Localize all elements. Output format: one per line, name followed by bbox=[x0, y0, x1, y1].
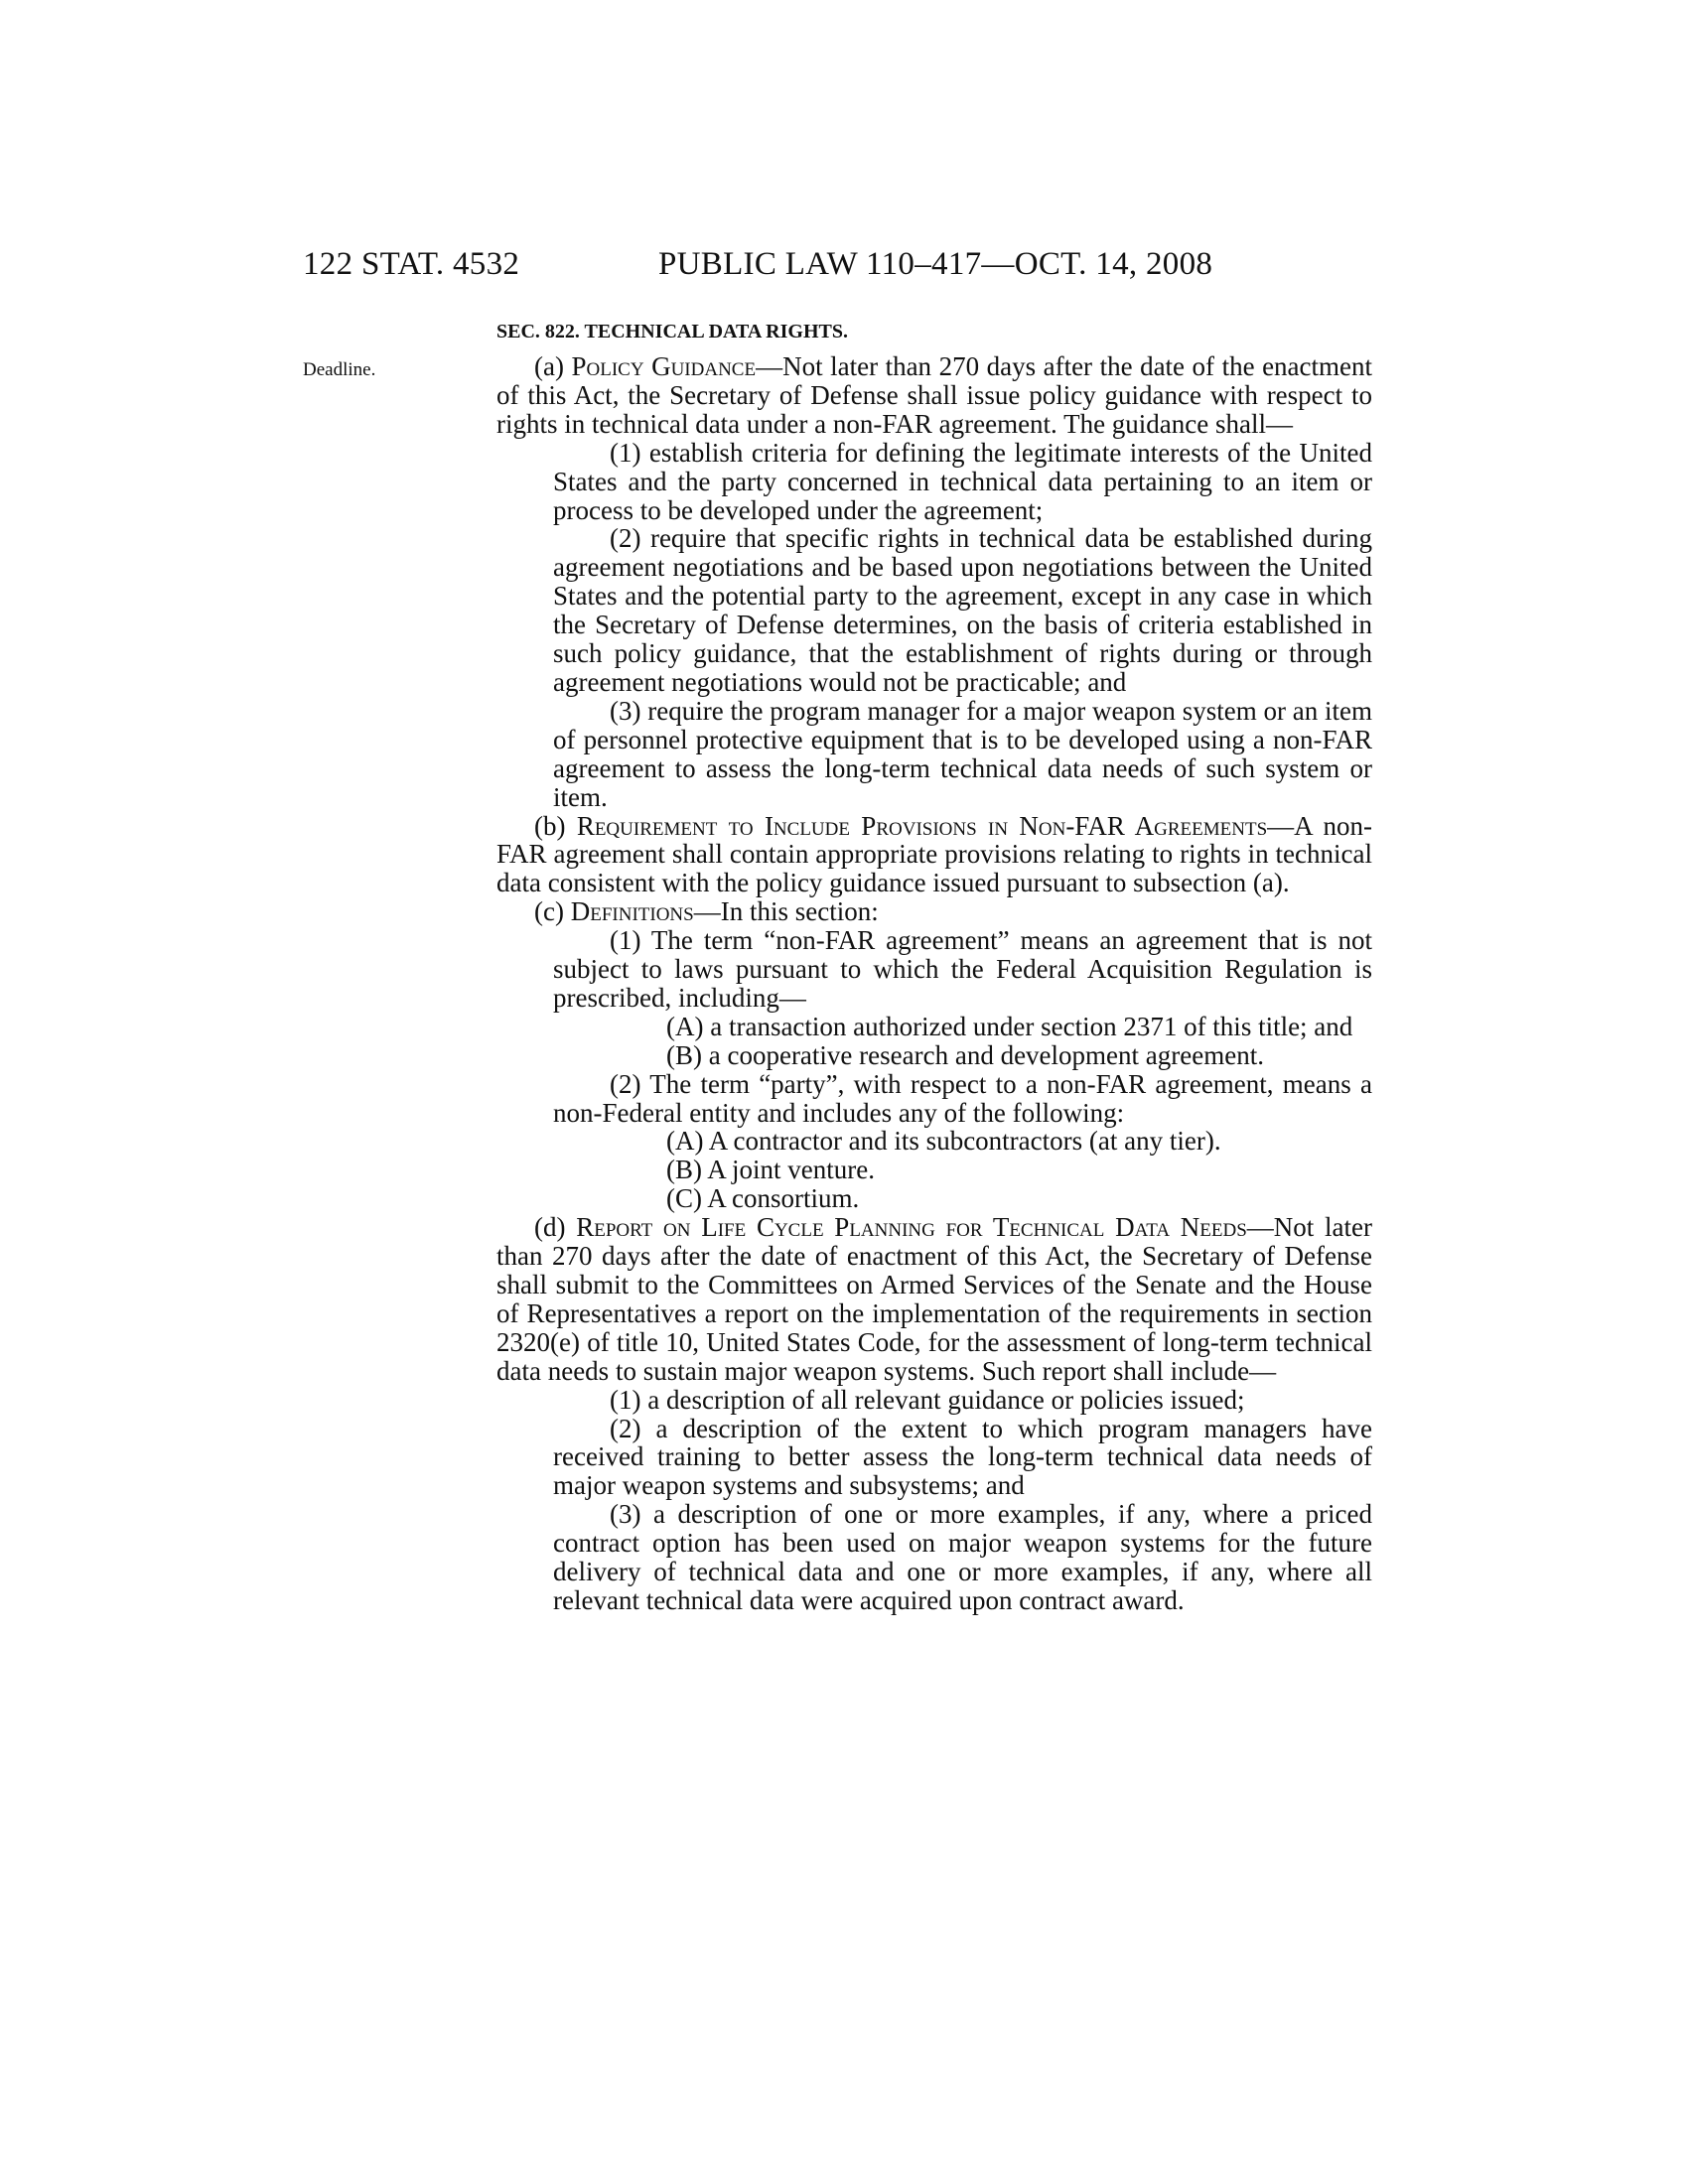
subsection-a-heading: Policy Guidance bbox=[571, 351, 757, 381]
subsection-d bbox=[496, 1213, 1372, 1385]
subsection-b-text: —A non-FAR agreement shall contain appropriate provisions relating to rights in technical data consistent with the policy guidance issued pursuant to subsection (a). bbox=[496, 810, 1372, 898]
subsection-d-item-2: (2) a description of the extent to which program managers have received training to better assess the long-term technical data needs of major weapon systems and subsystems; and bbox=[553, 1413, 1372, 1501]
statute-page-number: 122 STAT. 4532 bbox=[303, 246, 520, 282]
subsection-a-item-2: (2) require that specific rights in technical data be established during agreement negotiations and be based upon negotiations between the United States and the potential party to the agreement, except in any case in which the Secretary of Defense determines, on the basis of criteria established in such policy guidance, that the establishment of rights during or through agreement negotiations would not be practicable; and bbox=[553, 523, 1372, 697]
subsection-a-label: (a) bbox=[534, 351, 564, 381]
subsection-b bbox=[496, 812, 1372, 898]
subsection-c-item-2-a: (A) A contractor and its subcontractors (at any tier). bbox=[666, 1126, 1221, 1157]
margin-note-deadline: Deadline. bbox=[303, 359, 376, 380]
subsection-c-label: (c) bbox=[534, 896, 564, 927]
subsection-c-item-1-b: (B) a cooperative research and development agreement. bbox=[666, 1039, 1264, 1070]
subsection-c-text: —In this section: bbox=[693, 896, 879, 927]
subsection-d-label: (d) bbox=[534, 1212, 566, 1243]
subsection-c-item-2-c: (C) A consortium. bbox=[666, 1183, 860, 1214]
subsection-b-label: (b) bbox=[534, 810, 566, 841]
subsection-c-heading: Definitions bbox=[570, 896, 694, 927]
subsection-b-heading: Requirement to Include Provisions in Non-FAR Agreements bbox=[576, 810, 1268, 841]
subsection-a-item-1: (1) establish criteria for defining the legitimate interests of the United States and the party concerned in technical data pertaining to an item or process to be developed under the agreement; bbox=[553, 437, 1372, 525]
section-body bbox=[496, 352, 1372, 1615]
subsection-a-text: —Not later than 270 days after the date of the enactment of this Act, the Secretary of Defense shall issue policy guidance with respect to rights in technical data under a non-FAR agreement. The guidance shall— bbox=[496, 351, 1373, 439]
subsection-c-item-2-wrap bbox=[496, 1070, 1372, 1128]
subsection-d-item-3: (3) a description of one or more examples, if any, where a priced contract option has been used on major weapon systems for the future delivery of technical data and one or more examples, if any, where all relevant technical data were acquired upon contract award. bbox=[553, 1499, 1372, 1615]
subsection-a-item-3: (3) require the program manager for a major weapon system or an item of personnel protective equipment that is to be developed using a non-FAR agreement to assess the long-term technical data needs of such system or item. bbox=[553, 695, 1372, 812]
running-header-title: PUBLIC LAW 110–417—OCT. 14, 2008 bbox=[658, 246, 1213, 282]
section-title: SEC. 822. TECHNICAL DATA RIGHTS. bbox=[496, 321, 848, 342]
subsection-d-text: —Not later than 270 days after the date of enactment of this Act, the Secretary of Defense shall submit to the Committees on Armed Services of the Senate and the House of Representatives a report on the implementation of the requirements in section 2320(e) of title 10, United States Code, for the assessment of long-term technical data needs to sustain major weapon systems. Such report shall include— bbox=[496, 1212, 1373, 1386]
subsection-d-heading: Report on Life Cycle Planning for Technical Data Needs bbox=[576, 1212, 1247, 1243]
subsection-d-item-1: (1) a description of all relevant guidance or policies issued; bbox=[610, 1384, 1245, 1415]
subsection-c-item-1: (1) The term “non-FAR agreement” means an agreement that is not subject to laws pursuant to which the Federal Acquisition Regulation is prescribed, including— bbox=[553, 925, 1372, 1013]
subsection-a bbox=[496, 352, 1372, 439]
subsection-c-item-2-b: (B) A joint venture. bbox=[666, 1155, 875, 1185]
subsection-c bbox=[496, 897, 1372, 926]
subsection-c-item-2: (2) The term “party”, with respect to a non-FAR agreement, means a non-Federal entity and includes any of the following: bbox=[553, 1068, 1372, 1128]
subsection-c-item-1-a: (A) a transaction authorized under section 2371 of this title; and bbox=[666, 1011, 1353, 1041]
